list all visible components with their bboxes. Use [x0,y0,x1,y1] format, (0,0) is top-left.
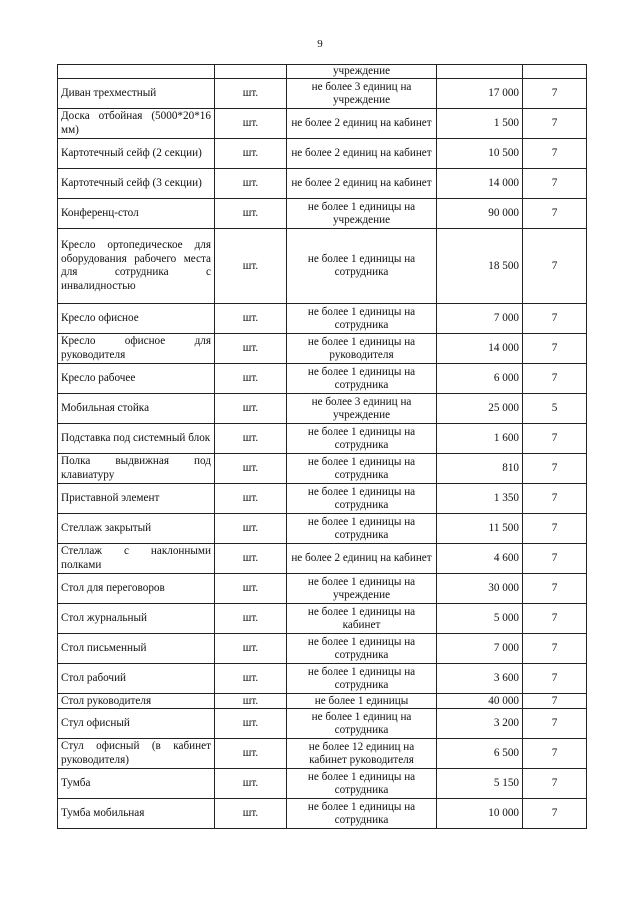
cell-term: 7 [523,709,587,739]
cell-norm: не более 1 единицы на руководителя [287,334,437,364]
cell-price: 30 000 [437,574,523,604]
cell-price [437,65,523,79]
cell-norm: не более 1 единиц на сотрудника [287,709,437,739]
cell-term: 7 [523,424,587,454]
cell-term: 7 [523,634,587,664]
cell-price: 7 000 [437,304,523,334]
table-row [58,394,587,424]
cell-name: Стол руководителя [58,694,215,709]
cell-unit: шт. [215,664,287,694]
cell-name: Тумба [58,769,215,799]
cell-norm: не более 1 единицы на сотрудника [287,769,437,799]
cell-norm: не более 1 единицы на сотрудника [287,634,437,664]
cell-price: 7 000 [437,634,523,664]
table-row [58,694,587,709]
table-row [58,634,587,664]
cell-price: 6 500 [437,739,523,769]
cell-unit: шт. [215,739,287,769]
cell-unit: шт. [215,364,287,394]
cell-name: Доска отбойная (5000*20*16 мм) [58,109,215,139]
cell-norm: не более 1 единицы на учреждение [287,199,437,229]
cell-name: Кресло офисное для руководителя [58,334,215,364]
cell-unit [215,65,287,79]
cell-price: 3 200 [437,709,523,739]
cell-term: 7 [523,514,587,544]
cell-price: 10 500 [437,139,523,169]
table-row [58,364,587,394]
cell-unit: шт. [215,514,287,544]
cell-name: Стол журнальный [58,604,215,634]
cell-unit: шт. [215,424,287,454]
cell-price: 40 000 [437,694,523,709]
cell-norm: учреждение [287,65,437,79]
cell-term: 7 [523,139,587,169]
cell-term: 7 [523,169,587,199]
cell-norm: не более 1 единицы на сотрудника [287,364,437,394]
cell-name: Тумба мобильная [58,799,215,829]
table-row [58,604,587,634]
cell-name [58,65,215,79]
table-row [58,199,587,229]
cell-term: 7 [523,604,587,634]
cell-term: 7 [523,484,587,514]
cell-norm: не более 1 единицы на сотрудника [287,424,437,454]
cell-name: Стул офисный (в кабинет руководителя) [58,739,215,769]
cell-unit: шт. [215,199,287,229]
table-row [58,544,587,574]
cell-norm: не более 2 единиц на кабинет [287,169,437,199]
cell-term: 7 [523,574,587,604]
cell-norm: не более 1 единицы на сотрудника [287,484,437,514]
table-row [58,484,587,514]
cell-term: 7 [523,199,587,229]
cell-name: Стул офисный [58,709,215,739]
table-row [58,229,587,304]
cell-unit: шт. [215,334,287,364]
cell-term: 7 [523,364,587,394]
table-row [58,709,587,739]
cell-price: 810 [437,454,523,484]
cell-term: 7 [523,799,587,829]
cell-name: Мобильная стойка [58,394,215,424]
cell-norm: не более 3 единиц на учреждение [287,79,437,109]
cell-term: 7 [523,769,587,799]
cell-unit: шт. [215,304,287,334]
cell-norm: не более 1 единицы [287,694,437,709]
cell-term: 5 [523,394,587,424]
cell-norm: не более 3 единиц на учреждение [287,394,437,424]
cell-name: Полка выдвижная под клавиатуру [58,454,215,484]
cell-norm: не более 1 единицы на сотрудника [287,799,437,829]
cell-price: 3 600 [437,664,523,694]
cell-norm: не более 1 единицы на сотрудника [287,514,437,544]
cell-norm: не более 12 единиц на кабинет руководителя [287,739,437,769]
cell-term: 7 [523,664,587,694]
cell-price: 1 350 [437,484,523,514]
cell-price: 1 600 [437,424,523,454]
table-body [58,65,587,829]
cell-price: 18 500 [437,229,523,304]
cell-norm: не более 1 единицы на учреждение [287,574,437,604]
cell-name: Стеллаж закрытый [58,514,215,544]
cell-name: Стол рабочий [58,664,215,694]
cell-price: 14 000 [437,169,523,199]
cell-unit: шт. [215,634,287,664]
cell-price: 17 000 [437,79,523,109]
cell-name: Конференц-стол [58,199,215,229]
cell-norm: не более 1 единицы на сотрудника [287,664,437,694]
table-row [58,799,587,829]
cell-unit: шт. [215,169,287,199]
cell-unit: шт. [215,604,287,634]
cell-name: Стол письменный [58,634,215,664]
table-row [58,664,587,694]
cell-unit: шт. [215,79,287,109]
cell-term: 7 [523,79,587,109]
cell-price: 90 000 [437,199,523,229]
cell-unit: шт. [215,139,287,169]
table-row [58,109,587,139]
cell-term: 7 [523,739,587,769]
cell-name: Подставка под системный блок [58,424,215,454]
cell-norm: не более 2 единиц на кабинет [287,544,437,574]
cell-price: 10 000 [437,799,523,829]
continued-row [58,65,587,79]
cell-name: Диван трехместный [58,79,215,109]
cell-price: 5 150 [437,769,523,799]
cell-norm: не более 1 единицы на кабинет [287,604,437,634]
cell-term: 7 [523,454,587,484]
cell-term: 7 [523,694,587,709]
cell-unit: шт. [215,769,287,799]
table-row [58,169,587,199]
table-row [58,334,587,364]
cell-unit: шт. [215,109,287,139]
cell-norm: не более 2 единиц на кабинет [287,139,437,169]
cell-norm: не более 1 единицы на сотрудника [287,229,437,304]
table-row [58,79,587,109]
cell-name: Стол для переговоров [58,574,215,604]
cell-term: 7 [523,304,587,334]
cell-unit: шт. [215,709,287,739]
cell-name: Приставной элемент [58,484,215,514]
cell-name: Картотечный сейф (3 секции) [58,169,215,199]
cell-unit: шт. [215,394,287,424]
cell-norm: не более 2 единиц на кабинет [287,109,437,139]
cell-term: 7 [523,229,587,304]
cell-name: Кресло рабочее [58,364,215,394]
table-row [58,304,587,334]
cell-price: 11 500 [437,514,523,544]
furniture-norms-table [57,64,587,829]
cell-price: 6 000 [437,364,523,394]
cell-price: 4 600 [437,544,523,574]
table-row [58,574,587,604]
table-row [58,424,587,454]
cell-unit: шт. [215,229,287,304]
cell-unit: шт. [215,544,287,574]
cell-unit: шт. [215,799,287,829]
page-number: 9 [317,38,323,50]
cell-name: Кресло ортопедическое для оборудования рабочего места для сотрудника с инвалидностью [58,229,215,304]
cell-price: 5 000 [437,604,523,634]
cell-price: 1 500 [437,109,523,139]
cell-price: 14 000 [437,334,523,364]
cell-price: 25 000 [437,394,523,424]
cell-term: 7 [523,109,587,139]
cell-norm: не более 1 единицы на сотрудника [287,304,437,334]
cell-name: Кресло офисное [58,304,215,334]
cell-unit: шт. [215,454,287,484]
cell-name: Стеллаж с наклонными полками [58,544,215,574]
cell-unit: шт. [215,574,287,604]
cell-term [523,65,587,79]
cell-unit: шт. [215,484,287,514]
table-row [58,769,587,799]
cell-term: 7 [523,544,587,574]
table-row [58,739,587,769]
table-row [58,514,587,544]
cell-unit: шт. [215,694,287,709]
cell-term: 7 [523,334,587,364]
table-row [58,454,587,484]
cell-name: Картотечный сейф (2 секции) [58,139,215,169]
table-row [58,139,587,169]
cell-norm: не более 1 единицы на сотрудника [287,454,437,484]
